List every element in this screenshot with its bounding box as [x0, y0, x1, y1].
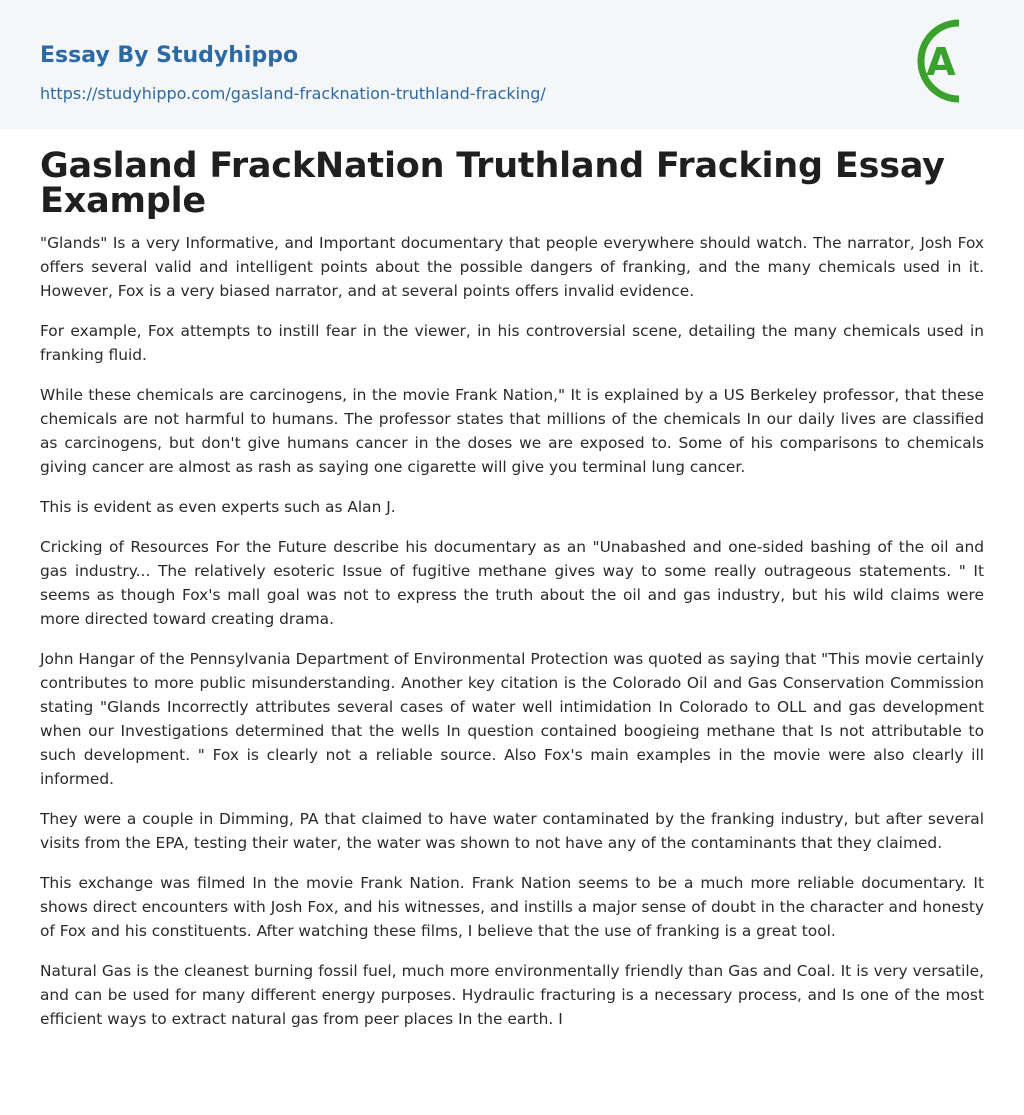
paragraph-8: This exchange was filmed In the movie Frank Nation. Frank Nation seems to be a much more reliable documentary. It shows direct encounters with Josh Fox, and his witnesses, and instills a major sense of doubt in the character and honesty of Fox and his constituents. After watching these films, I believe that the use of franking is a great tool. [40, 874, 984, 940]
paragraph-9: Natural Gas is the cleanest burning fossil fuel, much more environmentally friendly than Gas and Coal. It is very versatile, and can be used for many different energy purposes. Hydraulic fracturing is a necessary process, and Is one of the most efficient ways to extract natural gas from peer places In the earth. I [40, 962, 984, 1028]
paragraph-7: They were a couple in Dimming, PA that claimed to have water contaminated by the franking industry, but after several visits from the EPA, testing their water, the water was shown to not have any of the contaminants that they claimed. [40, 810, 984, 852]
paragraph-1: "Glands" Is a very Informative, and Important documentary that people everywhere should watch. The narrator, Josh Fox offers several valid and intelligent points about the possible dangers of franking, and the many chemicals used in it. However, Fox is a very biased narrator, and at several points offers invalid evidence. [40, 234, 984, 300]
paragraph-2: For example, Fox attempts to instill fear in the viewer, in his controversial scene, detailing the many chemicals used in franking fluid. [40, 322, 984, 364]
logo-letter: A [926, 40, 956, 84]
studyhippo-logo-icon[interactable] [914, 18, 986, 106]
paragraph-5: Cricking of Resources For the Future describe his documentary as an "Unabashed and one-sided bashing of the oil and gas industry... The relatively esoteric Issue of fugitive methane gives way to some really outrageous statements. " It seems as though Fox's mall goal was not to express the truth about the oil and gas industry, but his wild claims were more directed toward creating drama. [40, 538, 984, 628]
site-brand[interactable]: Essay By Studyhippo [40, 43, 299, 68]
paragraph-3: While these chemicals are carcinogens, in the movie Frank Nation," It is explained by a US Berkeley professor, that these chemicals are not harmful to humans. The professor states that millions of the chemicals In our daily lives are classified as carcinogens, but don't give humans cancer in the doses we are exposed to. Some of his comparisons to chemicals giving cancer are almost as rash as saying one cigarette will give you terminal lung cancer. [40, 386, 984, 476]
article [0, 129, 1024, 1031]
paragraph-4: This is evident as even experts such as Alan J. [40, 498, 396, 516]
paragraph-6: John Hangar of the Pennsylvania Department of Environmental Protection was quoted as saying that "This movie certainly contributes to more public misunderstanding. Another key citation is the Colorado Oil and Gas Conservation Commission stating "Glands Incorrectly attributes several cases of water well intimidation In Colorado to OLL and gas development when our Investigations determined that the wells In question contained boogieing methane that Is not attributable to such development. " Fox is clearly not a reliable source. Also Fox's main examples in the movie were also clearly ill informed. [40, 650, 984, 788]
article-title: Gasland FrackNation Truthland Fracking Essay Example [40, 146, 945, 221]
site-header [0, 0, 1024, 129]
page-url-link[interactable]: https://studyhippo.com/gasland-fracknation-truthland-fracking/ [40, 84, 546, 103]
